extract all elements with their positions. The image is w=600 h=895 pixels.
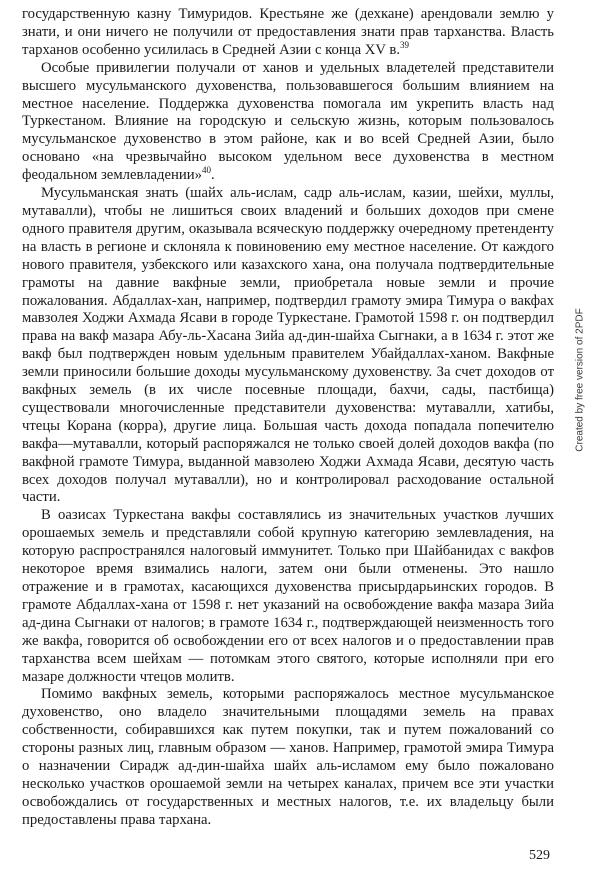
footnote-ref-40: 40 <box>201 165 211 176</box>
paragraph-4: В оазисах Туркестана вакфы составлялись из значительных участков лучших орошаемых земель и представляли собой крупную категорию землевладения, на которую распространялся налоговый иммунитет. Только при Шайбанидах с вакфов некоторое время взимались налоги, затем они были отменены. Это нашло отражение и в грамотах, касающихся духовенства присырдарьинских городов. В грамоте Абдаллах-хана от 1598 г. нет указаний на освобождение вакфа мазара Зийа ад-дина Сыгнаки от налогов; в грамоте 1634 г., подтверждающей неизменность того же вакфа, говорится об освобождении его от всех налогов и о предоставлении прав тарханства всем шейхам — потомкам этого святого, которые исполняли при его мазаре должности чтецов молитв. <box>22 507 554 685</box>
page-number: 529 <box>529 848 550 863</box>
paragraph-2: Особые привилегии получали от ханов и удельных владетелей представители высшего мусульманского духовенства, пользовавшегося большим влиянием на местное население. Поддержка духовенства помогала им укрепить власть над Туркестаном. Влияние на городскую и сельскую жизнь, которым пользовалось мусульманское духовенство в этом районе, как и во всей Средней Азии, было основано «на чрезвычайно высоком удельном весе духовенства в местном феодальном землевладении»$^{40}$. <box>22 59 554 184</box>
watermark: Created by free version of 2PDF <box>574 308 586 452</box>
paragraph-2-text: Особые привилегии получали от ханов и удельных владетелей представители высшего мусульманского духовенства, пользовавшегося большим влиянием на местное население. Поддержка духовенства помогала им укрепить власть над Туркестаном. Влияние на городскую и сельскую жизнь, которым пользовалось мусульманское духовенство в этом районе, как и во всей Средней Азии, было основано «на чрезвычайно высоком удельном весе духовенства в местном феодальном землевладении» <box>22 59 554 184</box>
paragraph-3: Мусульманская знать (шайх аль-ислам, садр аль-ислам, казии, шейхи, муллы, мутавалли), чтобы не лишиться своих владений и больших доходов при смене одного правителя другим, оказывала всяческую поддержку очередному претенденту на власть в регионе и склоняла к повиновению ему местное население. От каждого нового правителя, узбекского или казахского хана, она получала подтвердительные грамоты на давние вакфные земли, приобретала новые земли и прочие пожалования. Абдаллах-хан, например, подтвердил грамоту эмира Тимура о вакфах мавзолея Ходжи Ахмада Ясави в городе Туркестане. Грамотой 1598 г. он подтвердил права на вакф мазара Абу-ль-Хасана Зийа ад-дин-шайха Сыгнаки, а в 1634 г. этот же вакф был подтвержден новым удельным правителем Убайдаллах-ханом. Вакфные земли приносили большие доходы мусульманскому духовенству. За счет доходов от вакфных земель (в их числе посевные площади, бахчи, сады, пастбища) существовали многочисленные представители духовенства: мутавалли, хатибы, чтецы Корана (корра), другие лица. Большая часть дохода попадала попечителю вакфа—мутавалли, который распоряжался не только своей долей доходов вакфа (по вакфной грамоте Тимура, выданной мавзолею Ходжи Ахмада Ясави, десятую часть всех доходов получал мутавалли), но и контролировал расходование остальной части. <box>22 185 554 506</box>
paragraph-1-text: государственную казну Тимуридов. Крестьяне же (дехкане) арендовали землю у знати, и они ничего не получили от предоставления знати прав тарханства. Власть тарханов особенно усилилась в Средней Азии с конца XV в. <box>22 6 554 58</box>
footnote-ref-39: 39 <box>400 39 410 50</box>
paragraph-5: Помимо вакфных земель, которыми распоряжалось местное мусульманское духовенство, оно владело значительными площадями земель на правах собственности, собиравшихся как путем покупки, так и путем пожалований со стороны разных лиц, главным образом — ханов. Например, грамотой эмира Тимура о назначении Сирадж ад-дин-шайха шайх аль-исламом ему было пожаловано несколько участков орошаемой земли на четырех каналах, причем все эти участки освобождались от государственных и местных налогов, т.е. их владельцу были предоставлены права тархана. <box>22 686 554 828</box>
page-text-block <box>22 6 554 830</box>
paragraph-1 <box>22 6 554 60</box>
